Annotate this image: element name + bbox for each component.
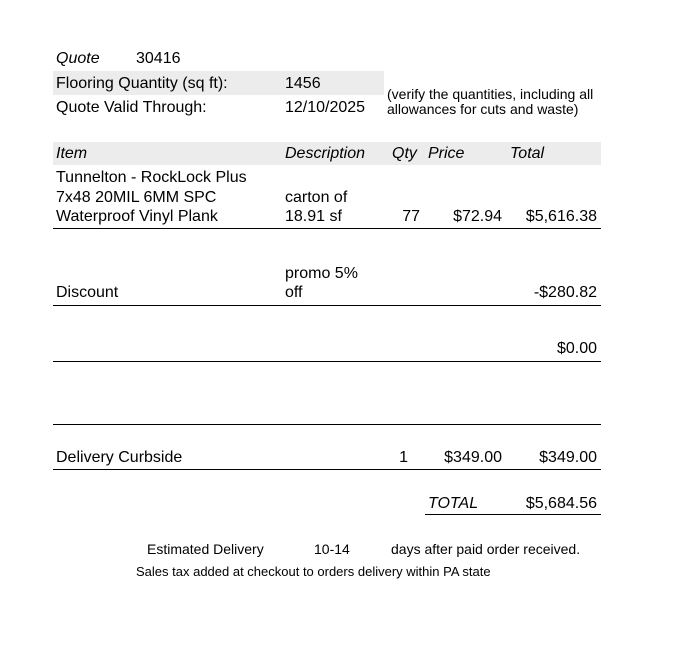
column-header-total: Total: [510, 145, 545, 162]
discount-item: Discount: [56, 284, 119, 301]
valid-through-value: 12/10/2025: [285, 99, 366, 116]
row-divider: [53, 469, 601, 470]
grand-total-value: $5,684.56: [525, 495, 597, 512]
discount-description-line-1: promo 5%: [285, 265, 358, 282]
price-cell: $72.94: [453, 208, 502, 225]
estimated-delivery-label: Estimated Delivery: [147, 541, 264, 557]
estimated-delivery-days: 10-14: [314, 541, 350, 557]
row-divider: [53, 228, 601, 229]
quote-number: 30416: [136, 50, 181, 67]
row-divider: [53, 361, 601, 362]
estimated-delivery-suffix: days after paid order received.: [391, 541, 581, 557]
description-line-1: carton of: [285, 189, 348, 206]
column-header-description: Description: [285, 145, 366, 162]
discount-description-line-2: off: [285, 284, 303, 301]
description-line-2: 18.91 sf: [285, 208, 342, 225]
verify-note-line1: (verify the quantities, including all: [387, 86, 594, 102]
item-line-2: 7x48 20MIL 6MM SPC: [56, 189, 217, 206]
qty-cell: 77: [402, 208, 420, 225]
quote-label: Quote: [56, 50, 100, 67]
verify-note-line2: allowances for cuts and waste): [387, 101, 579, 117]
valid-through-label: Quote Valid Through:: [56, 99, 207, 116]
delivery-qty-cell: 1: [399, 449, 408, 466]
zero-total-cell: $0.00: [556, 340, 597, 357]
total-cell: $5,616.38: [525, 208, 597, 225]
delivery-price-cell: $349.00: [444, 449, 502, 466]
column-header-qty: Qty: [392, 145, 417, 162]
discount-total-cell: -$280.82: [533, 284, 597, 301]
flooring-qty-label: Flooring Quantity (sq ft):: [56, 75, 228, 92]
item-line-1: Tunnelton - RockLock Plus: [56, 169, 247, 186]
row-divider: [53, 424, 601, 425]
sales-tax-note: Sales tax added at checkout to orders delivery within PA state: [136, 564, 491, 579]
column-header-price: Price: [428, 145, 465, 162]
column-header-item: Item: [56, 145, 88, 162]
delivery-item: Delivery Curbside: [56, 449, 183, 466]
total-underline: [425, 514, 601, 515]
flooring-qty-value: 1456: [285, 75, 321, 92]
item-line-3: Waterproof Vinyl Plank: [56, 208, 218, 225]
grand-total-label: TOTAL: [428, 495, 479, 512]
row-divider: [53, 305, 601, 306]
delivery-total-cell: $349.00: [539, 449, 597, 466]
